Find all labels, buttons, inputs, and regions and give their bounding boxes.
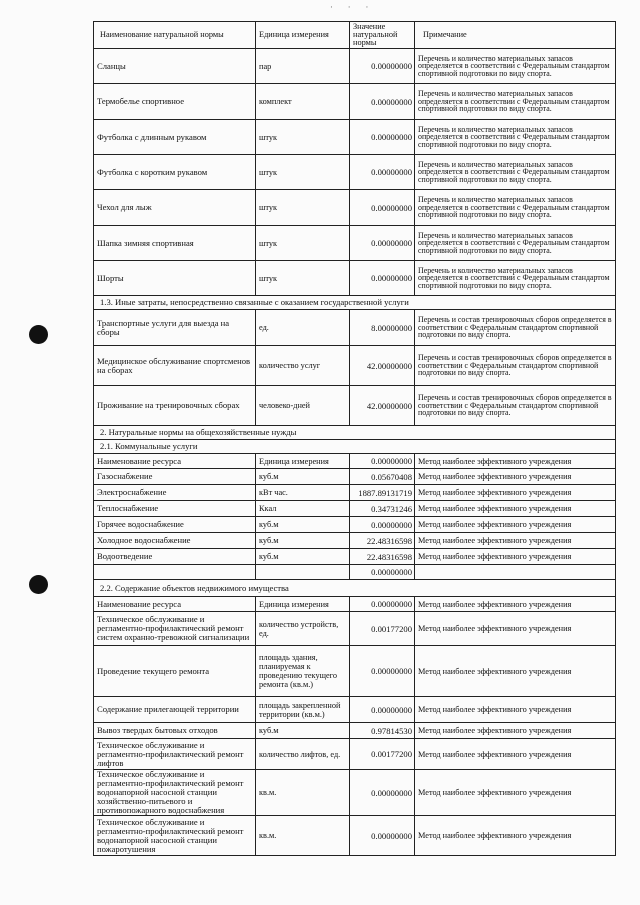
cell-unit: штук <box>256 190 350 226</box>
cell-name: Электроснабжение <box>94 485 256 501</box>
cell-name: Техническое обслуживание и регламентно-профилактический ремонт водонапорной насосной станции пожаротушения <box>94 816 256 856</box>
table-row <box>94 533 616 549</box>
cell-note: Перечень и состав тренировочных сборов определяется в соответствии с Федеральным стандартом спортивной подготовки по виду спорта. <box>415 310 616 346</box>
cell-name: Холодное водоснабжение <box>94 533 256 549</box>
cell-name: Теплоснабжение <box>94 501 256 517</box>
cell-unit: штук <box>256 120 350 155</box>
cell-name: Проживание на тренировочных сборах <box>94 386 256 426</box>
cell-note: Метод наиболее эффективного учреждения <box>415 454 616 469</box>
materials-section <box>94 49 616 296</box>
header-note: Примечание <box>415 22 616 49</box>
section-title: 2.1. Коммунальные услуги <box>94 440 616 454</box>
table-row <box>94 612 616 646</box>
table-row <box>94 697 616 723</box>
cell-unit: кв.м. <box>256 770 350 816</box>
section-row <box>94 440 616 454</box>
section-row <box>94 580 616 597</box>
cell-name: Шапка зимняя спортивная <box>94 226 256 261</box>
cell-name: Газоснабжение <box>94 469 256 485</box>
table-row <box>94 723 616 739</box>
table-row <box>94 469 616 485</box>
table-row <box>94 346 616 386</box>
cell-value: 0.00000000 <box>350 646 415 697</box>
cell-note: Перечень и количество материальных запасов определяется в соответствии с Федеральным стандартом спортивной подготовки по виду спорта. <box>415 155 616 190</box>
cell-value: 0.00177200 <box>350 612 415 646</box>
cell-value: 0.00000000 <box>350 816 415 856</box>
cell-value: 0.97814530 <box>350 723 415 739</box>
header-name: Наименование натуральной нормы <box>94 22 256 49</box>
cell-note: Метод наиболее эффективного учреждения <box>415 485 616 501</box>
table-row <box>94 386 616 426</box>
cell-note: Перечень и количество материальных запасов определяется в соответствии с Федеральным стандартом спортивной подготовки по виду спорта. <box>415 120 616 155</box>
section-row <box>94 426 616 440</box>
section-title: 1.3. Иные затраты, непосредственно связанные с оказанием государственной услуги <box>94 296 616 310</box>
cell-note: Метод наиболее эффективного учреждения <box>415 816 616 856</box>
cell-unit: пар <box>256 49 350 84</box>
cell-note: Перечень и состав тренировочных сборов определяется в соответствии с Федеральным стандартом спортивной подготовки по виду спорта. <box>415 346 616 386</box>
punch-hole <box>29 325 48 344</box>
cell-name: Футболка с длинным рукавом <box>94 120 256 155</box>
cell-note: Метод наиболее эффективного учреждения <box>415 597 616 612</box>
cell-value: 0.34731246 <box>350 501 415 517</box>
table-row <box>94 261 616 296</box>
cell-name: Чехол для лыж <box>94 190 256 226</box>
cell-note: Метод наиболее эффективного учреждения <box>415 501 616 517</box>
table-row <box>94 310 616 346</box>
cell-name: Проведение текущего ремонта <box>94 646 256 697</box>
cell-unit: куб.м <box>256 549 350 565</box>
cell-note: Метод наиболее эффективного учреждения <box>415 533 616 549</box>
table-row <box>94 49 616 84</box>
cell-name: Наименование ресурса <box>94 454 256 469</box>
scan-artifact: · · · <box>330 3 375 13</box>
cell-note: Перечень и количество материальных запасов определяется в соответствии с Федеральным стандартом спортивной подготовки по виду спорта. <box>415 49 616 84</box>
section-title: 2. Натуральные нормы на общехозяйственные нужды <box>94 426 616 440</box>
cell-unit: количество устройств, ед. <box>256 612 350 646</box>
cell-name: Техническое обслуживание и регламентно-профилактический ремонт водонапорной насосной станции хозяйственно-питьевого и противопожарного водоснабжения <box>94 770 256 816</box>
table-row <box>94 454 616 469</box>
punch-hole <box>29 575 48 594</box>
cell-unit: штук <box>256 226 350 261</box>
section-row <box>94 296 616 310</box>
cell-name: Техническое обслуживание и регламентно-профилактический ремонт лифтов <box>94 739 256 770</box>
cell-name: Транспортные услуги для выезда на сборы <box>94 310 256 346</box>
cell-note: Метод наиболее эффективного учреждения <box>415 612 616 646</box>
table-row <box>94 816 616 856</box>
table-row <box>94 565 616 580</box>
cell-unit: площадь здания, планируемая к проведению текущего ремонта (кв.м.) <box>256 646 350 697</box>
cell-value: 0.00000000 <box>350 155 415 190</box>
cell-name: Медицинское обслуживание спортсменов на сборах <box>94 346 256 386</box>
cell-name: Футболка с коротким рукавом <box>94 155 256 190</box>
cell-value: 0.00000000 <box>350 49 415 84</box>
cell-unit <box>256 565 350 580</box>
table-row <box>94 597 616 612</box>
table-row <box>94 517 616 533</box>
cell-value: 22.48316598 <box>350 533 415 549</box>
cell-name: Шорты <box>94 261 256 296</box>
header-value: Значение натуральной нормы <box>350 22 415 49</box>
cell-unit: Ккал <box>256 501 350 517</box>
table-row <box>94 84 616 120</box>
cell-name: Горячее водоснабжение <box>94 517 256 533</box>
cell-value: 42.00000000 <box>350 346 415 386</box>
cell-unit: площадь закрепленной территории (кв.м.) <box>256 697 350 723</box>
table-row <box>94 226 616 261</box>
cell-value: 0.00000000 <box>350 770 415 816</box>
table-row <box>94 770 616 816</box>
table-row <box>94 190 616 226</box>
cell-unit: штук <box>256 155 350 190</box>
cell-value: 0.00000000 <box>350 597 415 612</box>
table-row <box>94 646 616 697</box>
cell-note: Перечень и количество материальных запасов определяется в соответствии с Федеральным стандартом спортивной подготовки по виду спорта. <box>415 261 616 296</box>
cell-value: 0.00000000 <box>350 517 415 533</box>
cell-name: Сланцы <box>94 49 256 84</box>
cell-value: 0.00000000 <box>350 697 415 723</box>
cell-note: Метод наиболее эффективного учреждения <box>415 697 616 723</box>
cell-value: 22.48316598 <box>350 549 415 565</box>
cell-name <box>94 565 256 580</box>
cell-note: Перечень и количество материальных запасов определяется в соответствии с Федеральным стандартом спортивной подготовки по виду спорта. <box>415 226 616 261</box>
cell-value: 0.00000000 <box>350 261 415 296</box>
cell-value: 8.00000000 <box>350 310 415 346</box>
cell-value: 0.00000000 <box>350 454 415 469</box>
cell-name: Содержание прилегающей территории <box>94 697 256 723</box>
table-row <box>94 155 616 190</box>
table-row <box>94 485 616 501</box>
utilities-section <box>94 469 616 565</box>
cell-note: Перечень и количество материальных запасов определяется в соответствии с Федеральным стандартом спортивной подготовки по виду спорта. <box>415 190 616 226</box>
cell-note: Метод наиболее эффективного учреждения <box>415 770 616 816</box>
cell-value: 0.00000000 <box>350 120 415 155</box>
cell-unit: куб.м <box>256 517 350 533</box>
table-row <box>94 501 616 517</box>
cell-note: Метод наиболее эффективного учреждения <box>415 517 616 533</box>
norms-table <box>93 21 616 856</box>
cell-note: Метод наиболее эффективного учреждения <box>415 549 616 565</box>
table-row <box>94 739 616 770</box>
cell-value: 0.00000000 <box>350 84 415 120</box>
cell-value: 42.00000000 <box>350 386 415 426</box>
table-header-row <box>94 22 616 49</box>
cell-name: Вывоз твердых бытовых отходов <box>94 723 256 739</box>
cell-unit: кВт час. <box>256 485 350 501</box>
cell-note: Метод наиболее эффективного учреждения <box>415 723 616 739</box>
cell-note: Метод наиболее эффективного учреждения <box>415 469 616 485</box>
cell-value: 1887.89131719 <box>350 485 415 501</box>
cell-name: Наименование ресурса <box>94 597 256 612</box>
cell-unit: ед. <box>256 310 350 346</box>
cell-unit: штук <box>256 261 350 296</box>
cell-note <box>415 565 616 580</box>
table-row <box>94 549 616 565</box>
section-title: 2.2. Содержание объектов недвижимого имущества <box>94 580 616 597</box>
cell-unit: количество услуг <box>256 346 350 386</box>
header-unit: Единица измерения <box>256 22 350 49</box>
cell-name: Техническое обслуживание и регламентно-профилактический ремонт систем охранно-тревожной сигнализации <box>94 612 256 646</box>
services-section <box>94 310 616 426</box>
cell-note: Метод наиболее эффективного учреждения <box>415 646 616 697</box>
cell-unit: комплект <box>256 84 350 120</box>
cell-unit: куб.м <box>256 533 350 549</box>
cell-name: Термобелье спортивное <box>94 84 256 120</box>
cell-value: 0.00000000 <box>350 190 415 226</box>
cell-unit: Единица измерения <box>256 597 350 612</box>
cell-unit: человеко-дней <box>256 386 350 426</box>
cell-unit: куб.м <box>256 469 350 485</box>
cell-value: 0.00000000 <box>350 565 415 580</box>
cell-note: Перечень и состав тренировочных сборов определяется в соответствии с Федеральным стандартом спортивной подготовки по виду спорта. <box>415 386 616 426</box>
cell-name: Водоотведение <box>94 549 256 565</box>
cell-value: 0.00000000 <box>350 226 415 261</box>
table-row <box>94 120 616 155</box>
cell-unit: куб.м <box>256 723 350 739</box>
property-section <box>94 612 616 856</box>
cell-unit: кв.м. <box>256 816 350 856</box>
cell-value: 0.00177200 <box>350 739 415 770</box>
cell-note: Метод наиболее эффективного учреждения <box>415 739 616 770</box>
cell-unit: количество лифтов, ед. <box>256 739 350 770</box>
cell-note: Перечень и количество материальных запасов определяется в соответствии с Федеральным стандартом спортивной подготовки по виду спорта. <box>415 84 616 120</box>
cell-unit: Единица измерения <box>256 454 350 469</box>
cell-value: 0.05670408 <box>350 469 415 485</box>
